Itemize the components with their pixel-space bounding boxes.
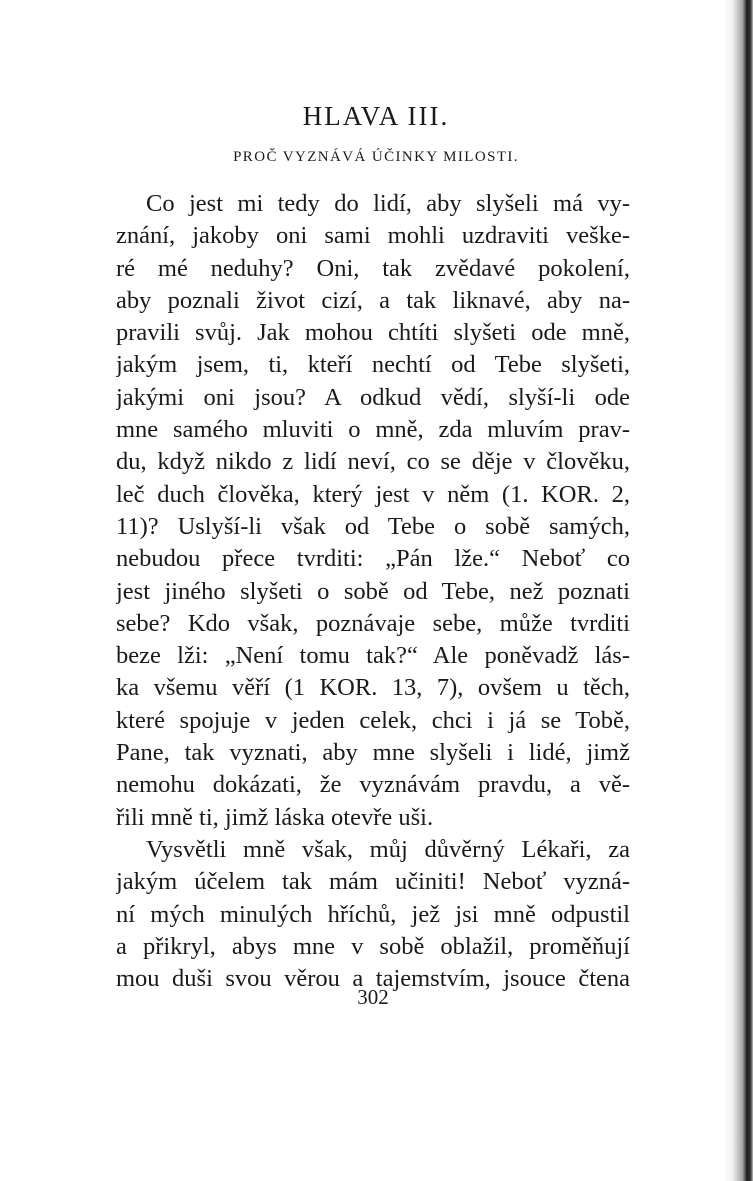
page-number: 302 xyxy=(357,985,389,1009)
text-line: jakým účelem tak mám učiniti! Neboť vyzná- xyxy=(116,868,630,896)
text-line: pravili svůj. Jak mohou chtíti slyšeti ode mně, xyxy=(116,319,630,347)
text-line: du, když nikdo z lidí neví, co se děje v člověku, xyxy=(116,448,630,476)
text-line: Vysvětli mně však, můj důvěrný Lékaři, za xyxy=(146,835,630,863)
text-line: ré mé neduhy? Oni, tak zvědavé pokolení, xyxy=(116,254,630,282)
text-line: jest jiného slyšeti o sobě od Tebe, než poznati xyxy=(116,577,630,605)
text-line: Co jest mi tedy do lidí, aby slyšeli má vy- xyxy=(146,190,630,217)
chapter-subtitle: PROČ VYZNÁVÁ ÚČINKY MILOSTI. xyxy=(233,149,519,165)
text-line: leč duch člověka, který jest v něm (1. KOR. 2, xyxy=(116,480,630,508)
text-line: a přikryl, abys mne v sobě oblažil, proměňují xyxy=(116,932,630,960)
text-line: aby poznali život cizí, a tak liknavé, aby na- xyxy=(116,286,630,314)
text-line: ní mých minulých hříchů, jež jsi mně odpustil xyxy=(116,900,630,928)
text-line: beze lži: „Není tomu tak?“ Ale poněvadž lás- xyxy=(116,642,630,670)
text-line: jakými oni jsou? A odkud vědí, slyší-li ode xyxy=(116,383,630,411)
text-line: mou duši svou věrou a tajemstvím, jsouce čtena xyxy=(116,965,630,993)
text-line: jakým jsem, ti, kteří nechtí od Tebe slyšeti, xyxy=(116,351,630,379)
text-line: Pane, tak vyznati, aby mne slyšeli i lidé, jimž xyxy=(116,739,630,767)
paragraph-2 xyxy=(116,834,630,995)
text-line: řili mně ti, jimž láska otevře uši. xyxy=(116,803,434,831)
text-line: sebe? Kdo však, poznávaje sebe, může tvrditi xyxy=(116,609,630,637)
paragraph-1 xyxy=(116,188,630,834)
chapter-title: HLAVA III. xyxy=(302,101,450,131)
body-text xyxy=(116,188,630,995)
text-line: znání, jakoby oni sami mohli uzdraviti veške- xyxy=(116,222,630,250)
text-line: nebudou přece tvrditi: „Pán lže.“ Neboť co xyxy=(116,545,630,573)
text-line: 11)? Uslyší-li však od Tebe o sobě samých, xyxy=(116,512,630,540)
text-line: nemohu dokázati, že vyznávám pravdu, a vě- xyxy=(116,771,630,799)
text-line: ka všemu věří (1 KOR. 13, 7), ovšem u těch, xyxy=(116,674,630,702)
book-spine-shadow xyxy=(723,0,753,1181)
text-line: které spojuje v jeden celek, chci i já se Tobě, xyxy=(116,706,630,734)
text-line: mne samého mluviti o mně, zda mluvím prav- xyxy=(116,416,630,444)
